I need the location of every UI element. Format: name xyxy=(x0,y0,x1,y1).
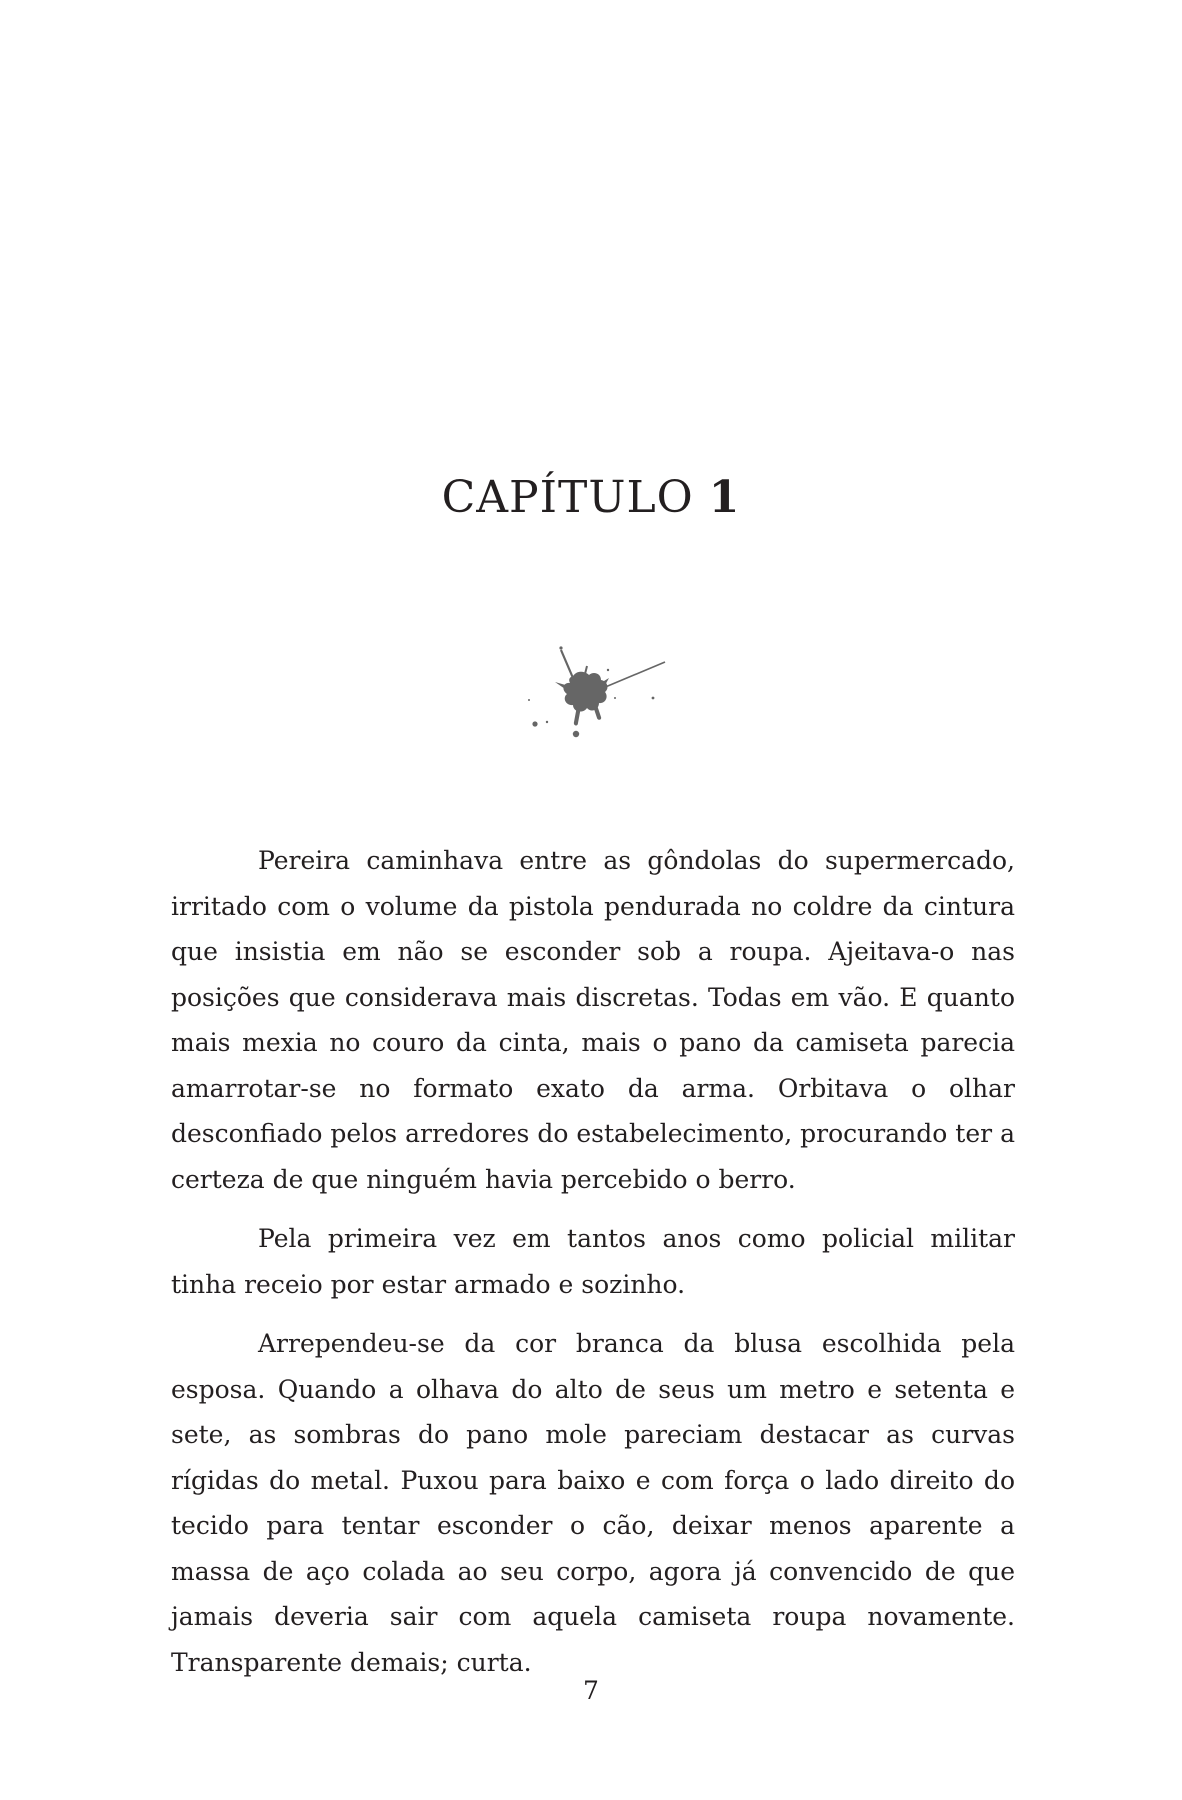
chapter-title xyxy=(0,472,1182,523)
chapter-body xyxy=(171,838,1015,1699)
page-number: 7 xyxy=(583,1676,599,1705)
chapter-label: CAPÍTULO xyxy=(441,472,694,523)
ink-splatter-icon xyxy=(515,640,670,750)
paragraph: Arrependeu-se da cor branca da blusa escolhida pela esposa. Quando a olhava do alto de seus um metro e setenta e sete, as sombras do pano mole pareciam destacar as curvas rígidas do metal. Puxou para baixo e com força o lado direito do tecido para tentar esconder o cão, deixar menos aparente a massa de aço colada ao seu corpo, agora já convencido de que jamais deveria sair com aquela camiseta roupa novamente. Transparente demais; curta. xyxy=(171,1329,1015,1677)
paragraph: Pereira caminhava entre as gôndolas do supermercado, irritado com o volume da pistola pendurada no coldre da cintura que insistia em não se esconder sob a roupa. Ajeitava-o nas posições que considerava mais discretas. Todas em vão. E quanto mais mexia no couro da cinta, mais o pano da camiseta parecia amarrotar-se no formato exato da arma. Orbitava o olhar desconfiado pelos arredores do estabelecimento, procurando ter a certeza de que ninguém havia percebido o berro. xyxy=(171,846,1015,1194)
paragraph: Pela primeira vez em tantos anos como policial militar tinha receio por estar armado e sozinho. xyxy=(171,1224,1015,1299)
chapter-number: 1 xyxy=(708,472,741,523)
